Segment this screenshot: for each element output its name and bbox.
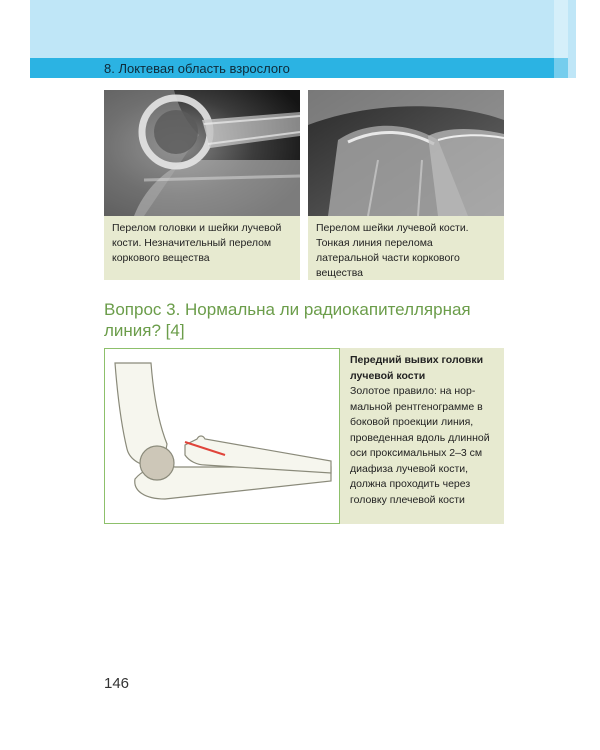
note-title: Передний вывих головки лучевой кости [350, 354, 484, 382]
page-number: 146 [104, 675, 130, 692]
figure-caption-left: Перелом головки и шейки лучевой кости. Незначительный перелом коркового вещества [104, 216, 300, 280]
diagram-panel [104, 348, 340, 524]
figure-caption-right: Перелом шейки лучевой кости. Тонкая линия перелома латеральной части коркового вещества [308, 216, 504, 280]
elbow-radiocapitellar-line-diagram [105, 349, 338, 522]
xray-radial-neck-image [308, 90, 504, 216]
chapter-title: 8. Локтевая область взрослого [104, 61, 290, 76]
rule-note [340, 348, 504, 524]
question-heading: Вопрос 3. Нормальна ли радиокапителлярная линия? [4] [104, 300, 471, 340]
xray-elbow-lateral-image [104, 90, 300, 216]
note-text: Золотое правило: на нормальной рентгенограмме в боковой проекции линия, проведенная вдоль длинной оси проксимальных 2–3 см диафиза лучевой кости, должна проходить через головку плечевой кости [350, 385, 490, 506]
page-edge-tab [554, 0, 568, 78]
